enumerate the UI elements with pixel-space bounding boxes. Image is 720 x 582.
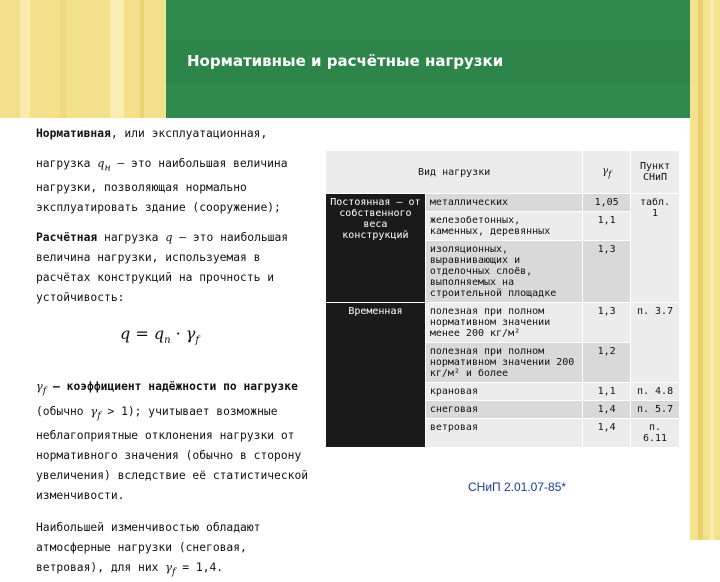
- term-design: Расчётная: [36, 231, 98, 245]
- table-row: снеговая 1,4 п. 5.7: [326, 401, 680, 419]
- table-row: железобетонных, каменных, деревянных 1,1: [326, 212, 680, 241]
- table-row: изоляционных, выравнивающих и отделочных слоёв, выполняемых на строительной площадке 1,3: [326, 241, 680, 303]
- slide-title: Нормативные и расчётные нагрузки: [187, 52, 504, 70]
- p-normative-def: нагрузка $q_н$ – это наибольшая величина нагрузки, позволяющая нормально эксплуатировать здание (сооружение);: [36, 157, 288, 215]
- table-row: ветровая 1,4 п. 6.11: [326, 419, 680, 448]
- header-load-type: Вид нагрузки: [326, 151, 583, 194]
- group-temporary: Временная: [326, 303, 426, 448]
- formula: $q = q_n \cdot \gamma_f$: [120, 324, 200, 347]
- table-row: Постоянная – от собственного веса конструкций металлических 1,05 табл. 1: [326, 194, 680, 212]
- p-gamma-def: $\gamma_f$ – коэффициент надёжности по нагрузке (обычно $\gamma_f > 1$); учитывает возможные неблагоприятные отклонения нагрузки от нормативного значения (обычно в сторону увеличения) вследствие её статистической изменчивости.: [36, 380, 309, 502]
- table-row: полезная при полном нормативном значении 200 кг/м² и более 1,2: [326, 343, 680, 383]
- p-design-def: Расчётная нагрузка q – это наибольшая величина нагрузки, используемая в расчётах конструкций на прочность и устойчивость:: [36, 231, 289, 305]
- header-clause: Пункт СНиП: [631, 151, 680, 194]
- table-header-row: [326, 151, 680, 194]
- definitions-text: [36, 124, 316, 582]
- source-reference: СНиП 2.01.07-85*: [468, 480, 567, 494]
- term-normative: Нормативная: [36, 127, 111, 140]
- load-factors-table: [325, 150, 680, 448]
- table-row: Временная полезная при полном нормативном значении менее 200 кг/м² 1,3 п. 3.7: [326, 303, 680, 343]
- table-row: крановая 1,1 п. 4.8: [326, 383, 680, 401]
- header-gamma: $\gamma_f$: [583, 151, 631, 194]
- right-decor-stripe: [690, 0, 720, 540]
- p-variability: Наибольшей изменчивостью обладают атмосферные нагрузки (снеговая, ветровая), для них $\gamma_f = 1,4$.: [36, 520, 261, 578]
- p-normative-intro: Нормативная, или эксплуатационная,: [36, 127, 268, 140]
- group-permanent: Постоянная – от собственного веса конструкций: [326, 194, 426, 303]
